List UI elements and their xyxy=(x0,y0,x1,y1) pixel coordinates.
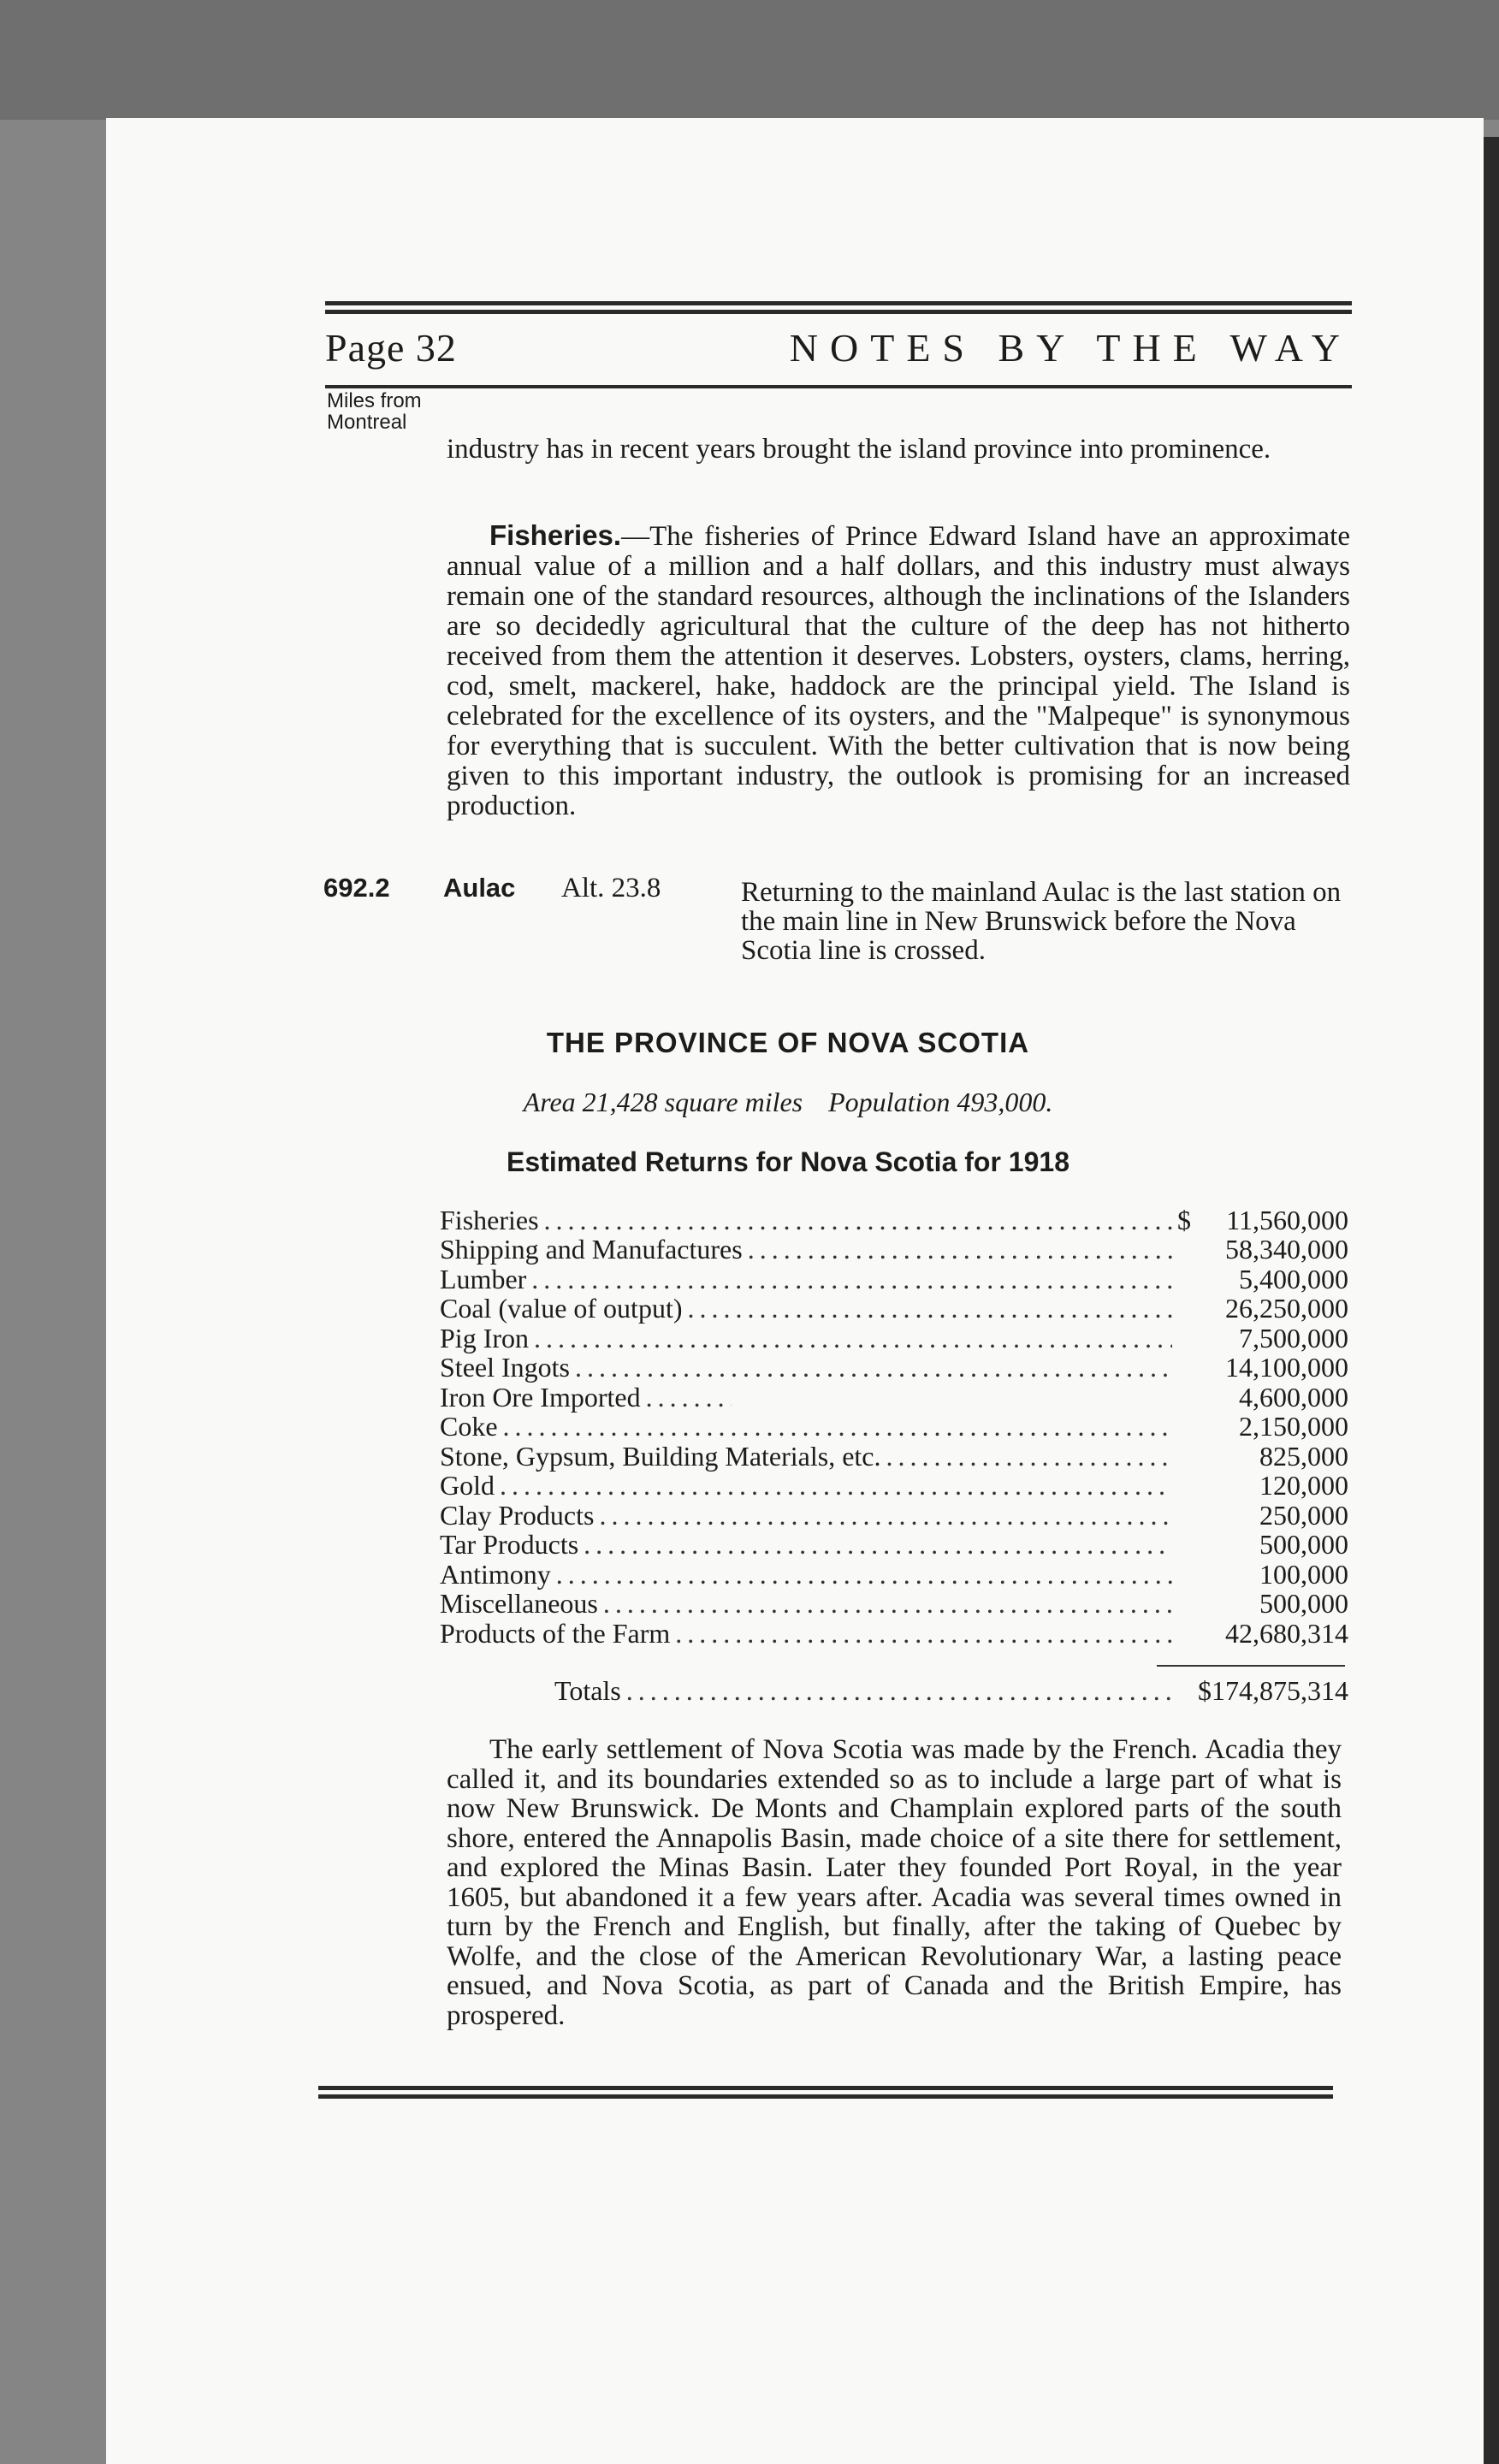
table-title: Estimated Returns for Nova Scotia for 1918 xyxy=(507,1146,1069,1177)
row-label: Iron Ore Imported xyxy=(440,1381,641,1413)
section-subtitle xyxy=(0,1087,1499,1118)
station-text: Returning to the mainland Aulac is the last station on the main line in New Brunswick before the Nova Scotia line is crossed. xyxy=(741,877,1342,966)
row-value: 250,000 xyxy=(1259,1499,1348,1531)
table-row xyxy=(440,1412,1348,1442)
table-row xyxy=(440,1500,1348,1530)
row-value: 26,250,000 xyxy=(1225,1293,1348,1324)
row-value: 4,600,000 xyxy=(1239,1381,1348,1413)
history-paragraph: The early settlement of Nova Scotia was made by the French. Acadia they called it, and its boundaries extended so as to include a large part of what is now New Brunswick. De Monts and Champlain explored parts of the south shore, entered the Annapolis Basin, made choice of a site there for settlement, and explored the Minas Basin. Later they founded Port Royal, in the year 1605, but abandoned it a few years after. Acadia was several times owned in turn by the French and English, but finally, after the taking of Quebec by Wolfe, and the close of the American Revolutionary War, a lasting peace ensued, and Nova Scotia, as part of Canada and the British Empire, has prospered. xyxy=(447,1734,1342,2031)
fisheries-text: —The fisheries of Prince Edward Island have an approximate annual value of a million and a half dollars, and this industry must always remain one of the standard resources, although the inclinations of the Islanders are so decidedly agricultural that the culture of the deep has not hitherto received from them the attention it deserves. Lobsters, oysters, clams, herring, cod, smelt, mackerel, hake, haddock are the principal yield. The Island is celebrated for the excellence of its oysters, and the "Malpeque" is synonymous for everything that is succulent. With the better cultivation that is now being given to this important industry, the outlook is promising for an increased production. xyxy=(447,521,1350,821)
station-name: Aulac xyxy=(443,873,516,903)
row-value: 100,000 xyxy=(1259,1558,1348,1590)
running-title: NOTES BY THE WAY xyxy=(789,326,1352,370)
top-double-rule xyxy=(325,301,1352,318)
table-row xyxy=(440,1353,1348,1383)
row-value-text: 11,560,000 xyxy=(1226,1204,1348,1235)
scan-background xyxy=(0,0,1499,120)
row-label: Pig Iron xyxy=(440,1322,529,1353)
header-rule xyxy=(325,385,1352,388)
row-value: 42,680,314 xyxy=(1225,1617,1348,1649)
row-value: 58,340,000 xyxy=(1225,1234,1348,1265)
row-label: Coke xyxy=(440,1411,498,1442)
row-label: Miscellaneous xyxy=(440,1588,598,1619)
table-row xyxy=(440,1205,1348,1235)
station-mileage: 692.2 xyxy=(323,873,390,903)
station-altitude: Alt. 23.8 xyxy=(561,873,661,903)
margin-note xyxy=(327,390,422,433)
table-row xyxy=(440,1294,1348,1324)
row-value: 825,000 xyxy=(1259,1440,1348,1472)
totals-row xyxy=(554,1675,1348,1705)
sum-rule xyxy=(1157,1665,1345,1667)
row-label: Tar Products xyxy=(440,1529,579,1560)
currency-symbol: $ xyxy=(1177,1204,1191,1235)
area-text: Area 21,428 square miles xyxy=(523,1087,803,1117)
row-value: 14,100,000 xyxy=(1225,1352,1348,1383)
section-title: THE PROVINCE OF NOVA SCOTIA xyxy=(546,1027,1030,1058)
table-row xyxy=(440,1323,1348,1353)
totals-value: $174,875,314 xyxy=(1198,1674,1348,1706)
row-label: Steel Ingots xyxy=(440,1352,570,1383)
table-row xyxy=(440,1618,1348,1648)
population-text: Population 493,000. xyxy=(828,1087,1053,1117)
row-value: 7,500,000 xyxy=(1239,1322,1348,1353)
row-label: Fisheries xyxy=(440,1204,539,1235)
row-label: Coal (value of output) xyxy=(440,1293,683,1324)
page-number: Page 32 xyxy=(325,326,457,370)
row-value: 500,000 xyxy=(1259,1588,1348,1619)
margin-note-line-2: Montreal xyxy=(327,411,407,434)
table-row xyxy=(440,1264,1348,1294)
continuation-paragraph: industry has in recent years brought the island province into prominence. xyxy=(447,434,1271,465)
row-label: Antimony xyxy=(440,1558,551,1590)
row-label: Products of the Farm xyxy=(440,1617,671,1649)
fisheries-paragraph xyxy=(447,520,1350,821)
totals-label: Totals xyxy=(554,1674,621,1706)
row-value: 5,400,000 xyxy=(1239,1263,1348,1294)
table-row xyxy=(440,1441,1348,1471)
table-row xyxy=(440,1382,1348,1412)
margin-note-line-1: Miles from xyxy=(327,389,422,412)
table-row xyxy=(440,1589,1348,1619)
row-value: 120,000 xyxy=(1259,1470,1348,1501)
returns-table xyxy=(440,1205,1348,1648)
totals-line xyxy=(554,1675,1348,1705)
fisheries-heading: Fisheries. xyxy=(489,519,622,551)
table-row xyxy=(440,1559,1348,1589)
row-value xyxy=(1177,1205,1348,1235)
table-row xyxy=(440,1235,1348,1265)
row-label: Lumber xyxy=(440,1263,527,1294)
row-label: Gold xyxy=(440,1470,495,1501)
row-label: Shipping and Manufactures xyxy=(440,1234,743,1265)
row-label: Stone, Gypsum, Building Materials, etc. xyxy=(440,1440,881,1472)
row-value: 500,000 xyxy=(1259,1529,1348,1560)
row-value: 2,150,000 xyxy=(1239,1411,1348,1442)
row-label: Clay Products xyxy=(440,1499,595,1531)
table-row xyxy=(440,1530,1348,1560)
bottom-double-rule xyxy=(318,2086,1333,2103)
table-row xyxy=(440,1471,1348,1501)
